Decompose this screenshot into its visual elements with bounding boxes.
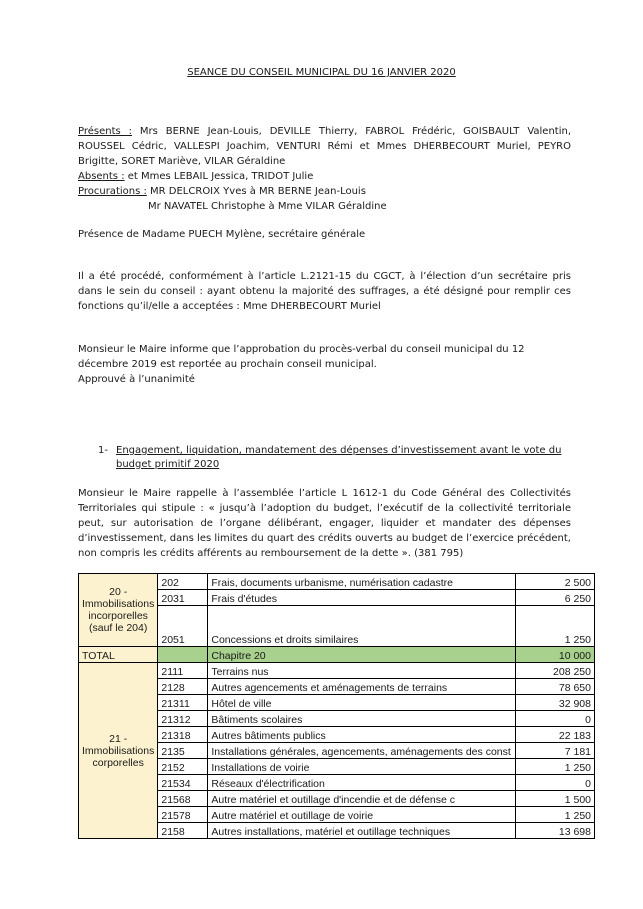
- presents-paragraph: [78, 124, 571, 169]
- account-label-cell: Bâtiments scolaires: [208, 711, 516, 727]
- presents-label: Présents :: [78, 126, 133, 137]
- table-row: [79, 663, 595, 679]
- amount-cell: 2 500: [516, 574, 595, 590]
- amount-cell: 1 250: [516, 807, 595, 823]
- amount-cell: 0: [516, 711, 595, 727]
- account-label-cell: Autres agencements et aménagements de terrains: [208, 679, 516, 695]
- account-label-cell: Installations de voirie: [208, 759, 516, 775]
- total-label-cell: TOTAL: [79, 647, 158, 663]
- amount-cell: 0: [516, 775, 595, 791]
- total-chapter-cell: Chapitre 20: [208, 647, 516, 663]
- account-code-cell: 2152: [158, 759, 208, 775]
- amount-cell: 22 183: [516, 727, 595, 743]
- approval-paragraph: Monsieur le Maire informe que l’approbation du procès-verbal du conseil municipal du 12 décembre 2019 est reportée au prochain conseil municipal.: [78, 344, 525, 370]
- amount-cell: 1 500: [516, 791, 595, 807]
- total-empty-cell: [158, 647, 208, 663]
- section-number: 1-: [98, 445, 108, 456]
- total-amount-cell: 10 000: [516, 647, 595, 663]
- section-1-heading: [98, 444, 573, 472]
- page-title: SEANCE DU CONSEIL MUNICIPAL DU 16 JANVIER 2020: [187, 67, 456, 78]
- amount-cell: 7 181: [516, 743, 595, 759]
- account-code-cell: 2031: [158, 590, 208, 606]
- category-21-cell: 21 - Immobilisations corporelles: [79, 663, 158, 839]
- account-code-cell: 2135: [158, 743, 208, 759]
- account-label-cell: Hôtel de ville: [208, 695, 516, 711]
- account-label-cell: Frais, documents urbanisme, numérisation cadastre: [208, 574, 516, 590]
- account-code-cell: 21568: [158, 791, 208, 807]
- account-code-cell: 21318: [158, 727, 208, 743]
- account-code-cell: 2128: [158, 679, 208, 695]
- account-label-cell: Autre matériel et outillage de voirie: [208, 807, 516, 823]
- absents-line: [78, 169, 571, 184]
- amount-cell: 6 250: [516, 590, 595, 606]
- secretary-paragraph: Il a été procédé, conformément à l’article L.2121-15 du CGCT, à l’élection d’un secrétaire pris dans le sein du conseil : ayant obtenu la majorité des suffrages, a été désigné pour remplir ces fonctions qu’il/elle a acceptées : Mme DHERBECOURT Muriel: [78, 271, 571, 312]
- account-label-cell: Autres bâtiments publics: [208, 727, 516, 743]
- total-row: [79, 647, 595, 663]
- account-label-cell: Autre matériel et outillage d'incendie et de défense c: [208, 791, 516, 807]
- attendance-block: [78, 124, 571, 214]
- account-code-cell: 2111: [158, 663, 208, 679]
- account-label-cell: Terrains nus: [208, 663, 516, 679]
- procurations-text-1: MR DELCROIX Yves à MR BERNE Jean-Louis: [146, 186, 366, 197]
- account-label-cell: Autres installations, matériel et outillage techniques: [208, 823, 516, 839]
- account-label-cell: Concessions et droits similaires: [208, 606, 516, 647]
- amount-cell: 208 250: [516, 663, 595, 679]
- amount-cell: 1 250: [516, 759, 595, 775]
- procurations-text-2: Mr NAVATEL Christophe à Mme VILAR Géraldine: [148, 201, 387, 212]
- amount-cell: 78 650: [516, 679, 595, 695]
- amount-cell: 32 908: [516, 695, 595, 711]
- account-code-cell: 202: [158, 574, 208, 590]
- amount-cell: 1 250: [516, 606, 595, 647]
- account-code-cell: 21312: [158, 711, 208, 727]
- approval-status: Approuvé à l’unanimité: [78, 374, 195, 385]
- presents-text: Mrs BERNE Jean-Louis, DEVILLE Thierry, FABROL Frédéric, GOISBAULT Valentin, ROUSSEL Cédric, VALLESPI Joachim, VENTURI Rémi et Mmes DHERBECOURT Muriel, PEYRO Brigitte, SORET Mariève, VILAR Géraldine: [78, 126, 571, 167]
- procurations-label: Procurations :: [78, 186, 147, 197]
- account-label-cell: Installations générales, agencements, aménagements des const: [208, 743, 516, 759]
- account-label-cell: Frais d'études: [208, 590, 516, 606]
- account-code-cell: 2158: [158, 823, 208, 839]
- account-code-cell: 2051: [158, 606, 208, 647]
- section-1-body: Monsieur le Maire rappelle à l’assemblée l’article L 1612-1 du Code Général des Collectivités Territoriales qui stipule : « jusqu’à l’adoption du budget, l’exécutif de la collectivité territoriale peut, sur autorisation de l’organe délibérant, engager, liquider et mandater des dépenses d’investissement, dans les limites du quart des crédits ouverts au budget de l’exercice précédent, non compris les crédits afférents au remboursement de la dette ». (381 795): [78, 488, 571, 559]
- account-code-cell: 21311: [158, 695, 208, 711]
- account-label-cell: Réseaux d'électrification: [208, 775, 516, 791]
- approval-block: [78, 342, 571, 387]
- presence-paragraph: Présence de Madame PUECH Mylène, secrétaire générale: [78, 229, 366, 240]
- absents-label: Absents :: [78, 171, 125, 182]
- amount-cell: 13 698: [516, 823, 595, 839]
- account-code-cell: 21578: [158, 807, 208, 823]
- category-20-cell: 20 - Immobilisations incorporelles (sauf le 204): [79, 574, 158, 647]
- table-row: [79, 574, 595, 590]
- budget-table: [78, 573, 595, 839]
- procurations-line: [78, 184, 571, 199]
- absents-text: et Mmes LEBAIL Jessica, TRIDOT Julie: [124, 171, 314, 182]
- section-title: Engagement, liquidation, mandatement des dépenses d’investissement avant le vote du budget primitif 2020: [116, 445, 562, 470]
- account-code-cell: 21534: [158, 775, 208, 791]
